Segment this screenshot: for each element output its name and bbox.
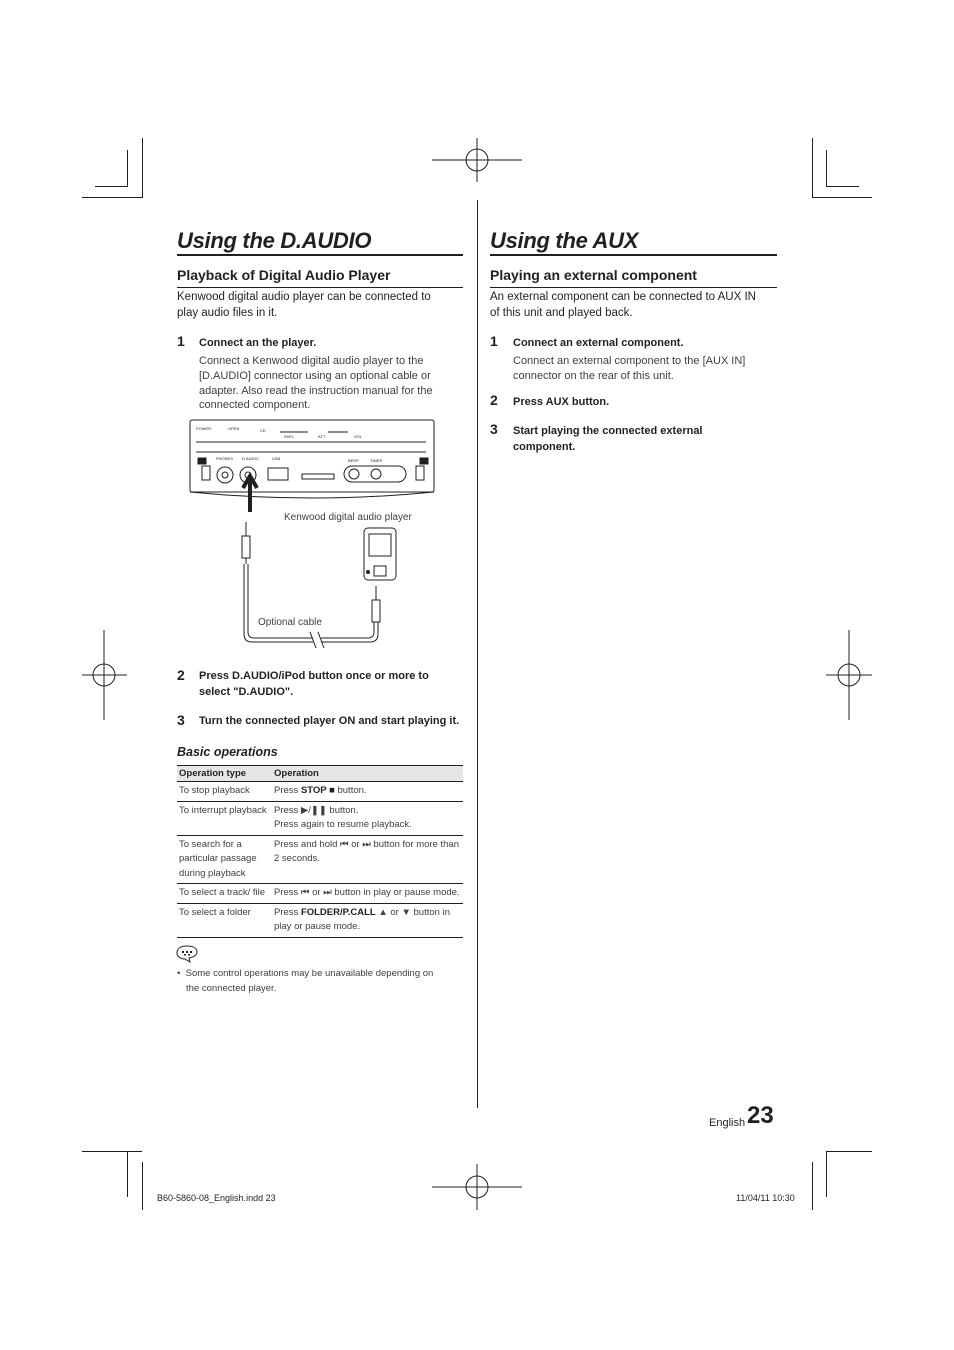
- step-title: Press D.AUDIO/iPod button once or more to select "D.AUDIO".: [199, 670, 429, 698]
- note-icon: [176, 944, 200, 964]
- file-name: B60-5860-08_English.indd 23: [157, 1193, 276, 1203]
- note-text: • Some control operations may be unavailable depending on the connected player.: [177, 968, 434, 994]
- table-row: To select a track/ file Press ⏮ or ⏭ button in play or pause mode.: [177, 884, 463, 904]
- step-number: 1: [177, 333, 185, 349]
- step-title: Turn the connected player ON and start playing it.: [199, 715, 460, 727]
- d-audio-title: Using the D.AUDIO: [177, 228, 372, 253]
- operations-table: [177, 765, 463, 938]
- step-number: 2: [490, 392, 498, 408]
- svg-text:POWER: POWER: [196, 426, 212, 431]
- svg-text:BEEP: BEEP: [348, 458, 359, 463]
- table-header: Operation type Operation: [177, 766, 463, 782]
- table-row: To stop playback Press STOP ■ button.: [177, 782, 463, 802]
- aux-title: Using the AUX: [490, 228, 639, 253]
- cable-label: Optional cable: [258, 617, 322, 628]
- step-number: 3: [177, 712, 185, 728]
- step-number: 2: [177, 667, 185, 683]
- print-date: 11/04/11 10:30: [736, 1193, 795, 1203]
- svg-text:SHFL: SHFL: [284, 434, 295, 439]
- table-row: To select a folder Press FOLDER/P.CALL ▲ or ▼ button in play or pause mode.: [177, 903, 463, 937]
- svg-text:PHONES: PHONES: [216, 456, 233, 461]
- aux-subtitle: Playing an external component: [490, 267, 697, 283]
- footer-language: English: [709, 1117, 746, 1129]
- page-number: 23: [747, 1102, 774, 1129]
- svg-text:USB: USB: [272, 456, 281, 461]
- step-title: Press AUX button.: [513, 396, 610, 408]
- d-audio-intro: Kenwood digital audio player can be connected to play audio files in it.: [177, 291, 431, 319]
- title-rule: [177, 254, 463, 256]
- svg-text:VOL: VOL: [354, 434, 363, 439]
- svg-text:TIMER: TIMER: [370, 458, 383, 463]
- d-audio-subtitle: Playback of Digital Audio Player: [177, 267, 391, 283]
- step-title: Connect an external component.: [513, 337, 684, 349]
- step-number: 1: [490, 333, 498, 349]
- svg-text:CD: CD: [260, 428, 266, 433]
- step-title: Start playing the connected external component.: [513, 425, 703, 453]
- svg-text:D.AUDIO: D.AUDIO: [242, 456, 259, 461]
- aux-intro: An external component can be connected to AUX IN of this unit and played back.: [490, 291, 756, 319]
- subtitle-rule: [490, 287, 777, 288]
- title-rule: [490, 254, 777, 256]
- table-row: To search for a particular passage during playback Press and hold ⏮ or ⏭ button for more than 2 seconds.: [177, 835, 463, 884]
- table-row: To interrupt playback Press ▶/❚❚ button. Press again to resume playback.: [177, 801, 463, 835]
- step-body: Connect a Kenwood digital audio player to the [D.AUDIO] connector using an optional cable or adapter. Also read the instruction manual for the connected component.: [199, 355, 433, 412]
- svg-text:OPEN: OPEN: [228, 426, 240, 431]
- step-number: 3: [490, 421, 498, 437]
- svg-text:ATT: ATT: [318, 434, 326, 439]
- basic-ops-heading: Basic operations: [177, 745, 278, 759]
- player-label: Kenwood digital audio player: [284, 512, 412, 523]
- subtitle-rule: [177, 287, 463, 288]
- step-title: Connect an the player.: [199, 337, 317, 349]
- step-body: Connect an external component to the [AUX IN] connector on the rear of this unit.: [513, 355, 746, 382]
